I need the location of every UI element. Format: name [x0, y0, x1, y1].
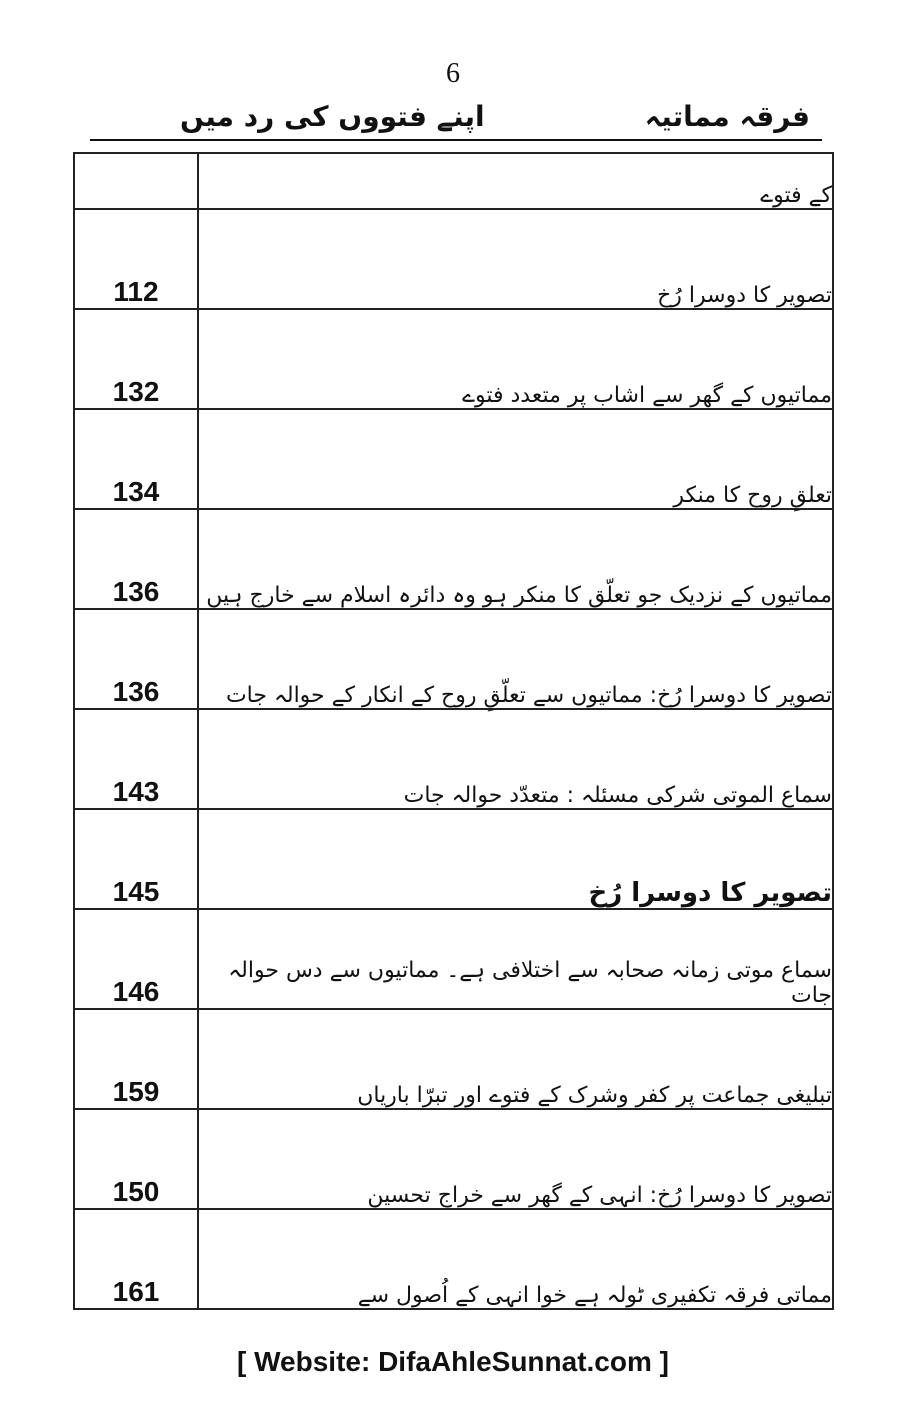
table-row — [74, 609, 833, 709]
title-cell: تبلیغی جماعت پر کفر وشرک کے فتوے اور تبرّا باریاں — [198, 1009, 833, 1109]
title-cell: تعلقِ روح کا منکر — [198, 409, 833, 509]
table-row — [74, 409, 833, 509]
title-cell: تصویر کا دوسرا رُخ — [198, 809, 833, 909]
table-row — [74, 309, 833, 409]
title-cell: تصویر کا دوسرا رُخ — [198, 209, 833, 309]
title-cell: مماتیوں کے گھر سے اشاب پر متعدد فتوے — [198, 309, 833, 409]
table-row — [74, 1009, 833, 1109]
page-cell: 143 — [74, 709, 198, 809]
table-of-contents — [73, 152, 834, 1310]
page-cell: 132 — [74, 309, 198, 409]
title-cell: مماتیوں کے نزدیک جو تعلّق کا منکر ہو وہ دائرہ اسلام سے خارج ہیں — [198, 509, 833, 609]
title-cell: مماتی فرقہ تکفیری ٹولہ ہے خوا انہی کے اُصول سے — [198, 1209, 833, 1309]
page-cell: 136 — [74, 509, 198, 609]
page-cell — [74, 153, 198, 209]
title-cell: کے فتوے — [198, 153, 833, 209]
page-number: 6 — [446, 58, 460, 89]
table-row — [74, 153, 833, 209]
table-row — [74, 809, 833, 909]
title-cell: تصویر کا دوسرا رُخ: مماتیوں سے تعلّقِ روح کے انکار کے حوالہ جات — [198, 609, 833, 709]
running-header-subtitle: اپنے فتووں کی رد میں — [180, 100, 485, 133]
page-cell: 146 — [74, 909, 198, 1009]
website-footer: [ Website: DifaAhleSunnat.com ] — [237, 1346, 669, 1377]
table-row — [74, 509, 833, 609]
title-cell: سماع موتی زمانہ صحابہ سے اختلافی ہے۔ مماتیوں سے دس حوالہ جات — [198, 909, 833, 1009]
page-cell: 134 — [74, 409, 198, 509]
title-cell: سماع الموتی شرکی مسئلہ : متعدّد حوالہ جات — [198, 709, 833, 809]
page-cell: 159 — [74, 1009, 198, 1109]
table-row — [74, 209, 833, 309]
title-cell: تصویر کا دوسرا رُخ: انہی کے گھر سے خراج تحسین — [198, 1109, 833, 1209]
running-header-title: فرقہ مماتیہ — [644, 100, 810, 133]
page-cell: 161 — [74, 1209, 198, 1309]
page-cell: 150 — [74, 1109, 198, 1209]
table-row — [74, 1109, 833, 1209]
table-row — [74, 1209, 833, 1309]
page-cell: 112 — [74, 209, 198, 309]
header-divider — [90, 139, 822, 141]
table-row — [74, 909, 833, 1009]
table-row — [74, 709, 833, 809]
page-cell: 136 — [74, 609, 198, 709]
page-cell: 145 — [74, 809, 198, 909]
